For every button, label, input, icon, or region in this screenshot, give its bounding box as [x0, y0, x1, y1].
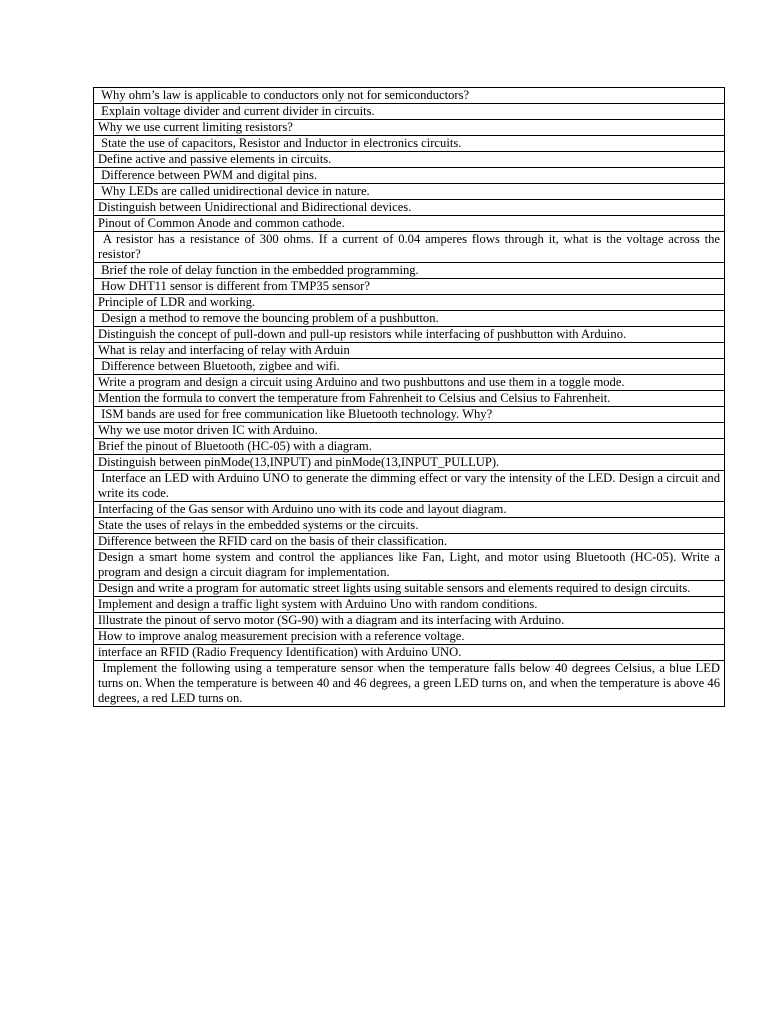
- table-row: [94, 534, 725, 550]
- table-row: [94, 263, 725, 279]
- question-cell: Why we use motor driven IC with Arduino.: [94, 423, 725, 439]
- question-cell: Design a smart home system and control the appliances like Fan, Light, and motor using Bluetooth (HC-05). Write a program and design a circuit diagram for implementation.: [94, 550, 725, 581]
- question-cell: ISM bands are used for free communication like Bluetooth technology. Why?: [94, 407, 725, 423]
- table-row: [94, 645, 725, 661]
- table-row: [94, 295, 725, 311]
- question-cell: Distinguish between pinMode(13,INPUT) and pinMode(13,INPUT_PULLUP).: [94, 455, 725, 471]
- question-cell: Design a method to remove the bouncing problem of a pushbutton.: [94, 311, 725, 327]
- question-cell: How to improve analog measurement precision with a reference voltage.: [94, 629, 725, 645]
- question-cell: Explain voltage divider and current divider in circuits.: [94, 104, 725, 120]
- question-cell: State the uses of relays in the embedded systems or the circuits.: [94, 518, 725, 534]
- question-cell: Write a program and design a circuit using Arduino and two pushbuttons and use them in a toggle mode.: [94, 375, 725, 391]
- table-row: [94, 597, 725, 613]
- question-cell: Difference between Bluetooth, zigbee and wifi.: [94, 359, 725, 375]
- table-row: [94, 184, 725, 200]
- question-cell: Implement the following using a temperature sensor when the temperature falls below 40 degrees Celsius, a blue LED turns on. When the temperature is between 40 and 46 degrees, a green LED turns on, and when the temperature is above 46 degrees, a red LED turns on.: [94, 661, 725, 707]
- table-row: [94, 518, 725, 534]
- question-cell: Distinguish the concept of pull-down and pull-up resistors while interfacing of pushbutton with Arduino.: [94, 327, 725, 343]
- table-row: [94, 407, 725, 423]
- table-row: [94, 279, 725, 295]
- table-row: [94, 423, 725, 439]
- table-row: [94, 550, 725, 581]
- questions-table-body: [94, 88, 725, 707]
- question-cell: Principle of LDR and working.: [94, 295, 725, 311]
- question-cell: Interface an LED with Arduino UNO to generate the dimming effect or vary the intensity of the LED. Design a circuit and write its code.: [94, 471, 725, 502]
- question-cell: Difference between PWM and digital pins.: [94, 168, 725, 184]
- table-row: [94, 200, 725, 216]
- question-cell: Brief the role of delay function in the embedded programming.: [94, 263, 725, 279]
- table-row: [94, 629, 725, 645]
- table-row: [94, 343, 725, 359]
- table-row: [94, 581, 725, 597]
- table-row: [94, 136, 725, 152]
- question-cell: Implement and design a traffic light system with Arduino Uno with random conditions.: [94, 597, 725, 613]
- question-cell: Brief the pinout of Bluetooth (HC-05) with a diagram.: [94, 439, 725, 455]
- table-row: [94, 375, 725, 391]
- table-row: [94, 502, 725, 518]
- table-row: [94, 152, 725, 168]
- question-cell: Pinout of Common Anode and common cathode.: [94, 216, 725, 232]
- question-cell: How DHT11 sensor is different from TMP35 sensor?: [94, 279, 725, 295]
- question-cell: Why we use current limiting resistors?: [94, 120, 725, 136]
- question-cell: Why ohm’s law is applicable to conductors only not for semiconductors?: [94, 88, 725, 104]
- question-cell: Distinguish between Unidirectional and Bidirectional devices.: [94, 200, 725, 216]
- table-row: [94, 359, 725, 375]
- table-row: [94, 471, 725, 502]
- table-row: [94, 120, 725, 136]
- question-cell: Define active and passive elements in circuits.: [94, 152, 725, 168]
- question-cell: Difference between the RFID card on the basis of their classification.: [94, 534, 725, 550]
- table-row: [94, 327, 725, 343]
- question-cell: Design and write a program for automatic street lights using suitable sensors and elements required to design circuits.: [94, 581, 725, 597]
- table-row: [94, 168, 725, 184]
- table-row: [94, 391, 725, 407]
- question-cell: interface an RFID (Radio Frequency Identification) with Arduino UNO.: [94, 645, 725, 661]
- question-cell: State the use of capacitors, Resistor and Inductor in electronics circuits.: [94, 136, 725, 152]
- question-cell: Why LEDs are called unidirectional device in nature.: [94, 184, 725, 200]
- table-row: [94, 216, 725, 232]
- table-row: [94, 613, 725, 629]
- table-row: [94, 661, 725, 707]
- table-row: [94, 311, 725, 327]
- question-cell: Interfacing of the Gas sensor with Arduino uno with its code and layout diagram.: [94, 502, 725, 518]
- questions-table: [93, 87, 725, 707]
- table-row: [94, 88, 725, 104]
- question-cell: What is relay and interfacing of relay with Arduin: [94, 343, 725, 359]
- table-row: [94, 232, 725, 263]
- table-row: [94, 104, 725, 120]
- question-cell: Mention the formula to convert the temperature from Fahrenheit to Celsius and Celsius to Fahrenheit.: [94, 391, 725, 407]
- table-row: [94, 439, 725, 455]
- table-row: [94, 455, 725, 471]
- question-cell: A resistor has a resistance of 300 ohms. If a current of 0.04 amperes flows through it, what is the voltage across the resistor?: [94, 232, 725, 263]
- question-cell: Illustrate the pinout of servo motor (SG-90) with a diagram and its interfacing with Arduino.: [94, 613, 725, 629]
